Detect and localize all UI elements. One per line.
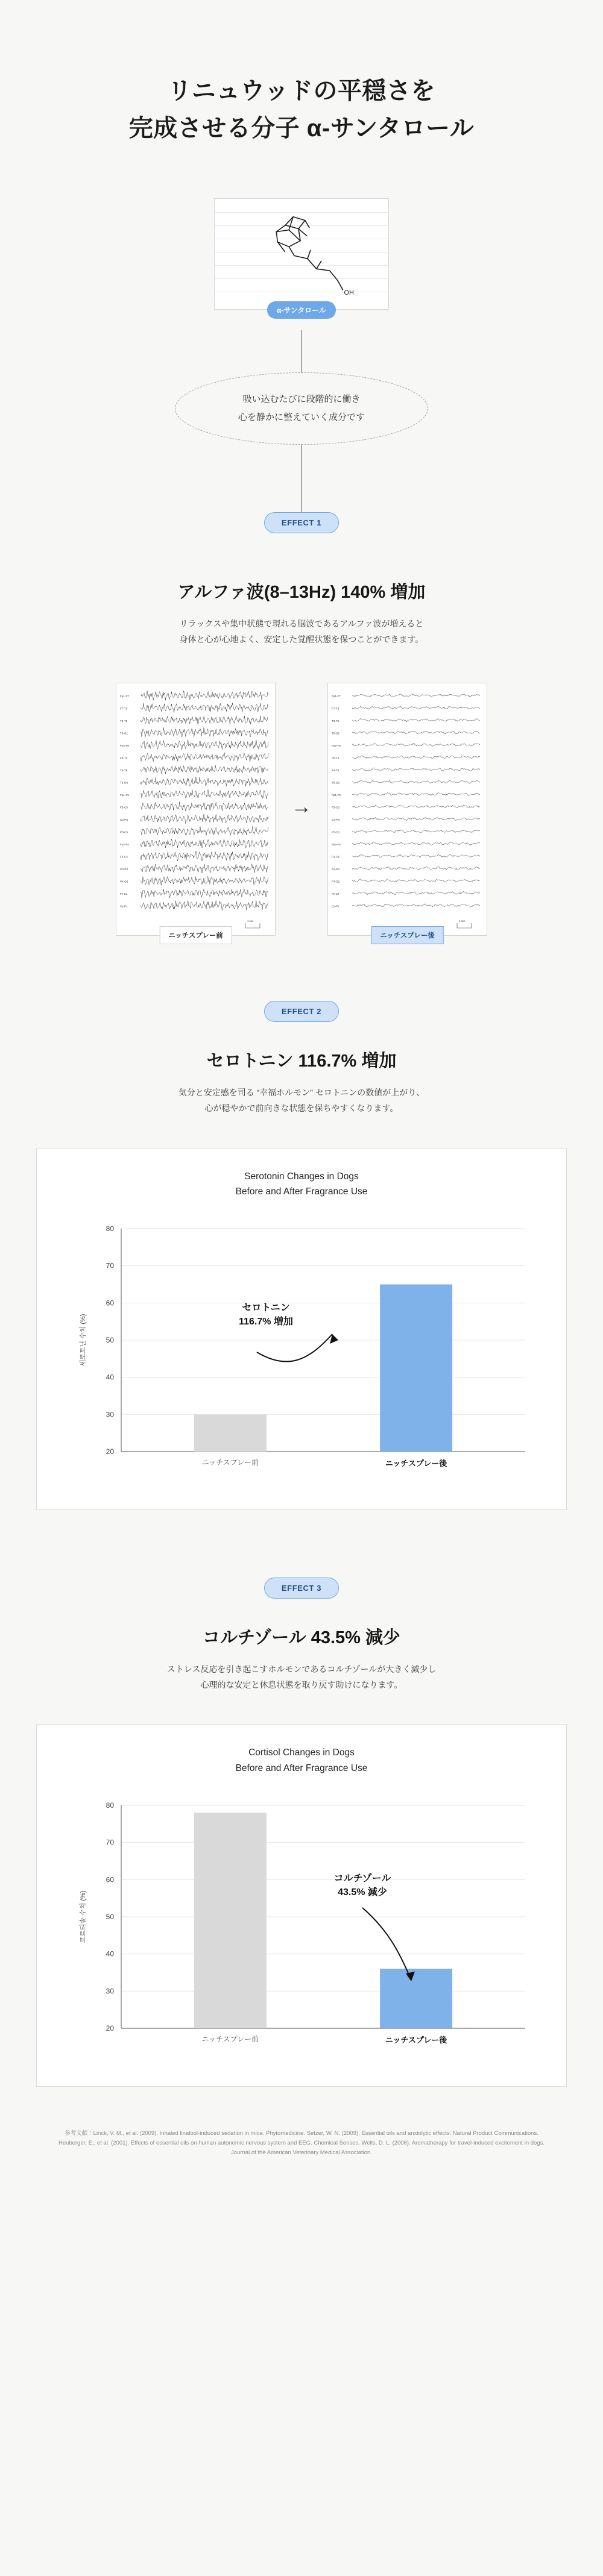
cortisol-chart-title-line-2: Before and After Fragrance Use [235, 1763, 368, 1774]
effect-1-heading-pct: 140% 増加 [341, 583, 426, 602]
svg-text:Fz-Cz: Fz-Cz [332, 892, 339, 895]
effect-1-body-line-2: 身体と心が心地よく、安定した覚醒状態を保つことができます。 [179, 634, 424, 644]
svg-text:Fp1-F3: Fp1-F3 [332, 793, 341, 797]
svg-text:50: 50 [106, 1912, 114, 1921]
cortisol-annotation-line-2: 43.5% 減少 [338, 1887, 387, 1898]
eeg-before-traces-icon [119, 687, 274, 934]
svg-text:T3-T5: T3-T5 [120, 719, 128, 722]
connector-section [0, 312, 603, 553]
svg-text:70: 70 [106, 1261, 114, 1270]
svg-text:80: 80 [106, 1800, 114, 1810]
serotonin-x-label-before: ニッチスプレー前 [201, 1458, 259, 1467]
eeg-arrow-icon: → [291, 795, 312, 818]
svg-text:30: 30 [106, 1986, 114, 1995]
serotonin-chart-title-line-1: Serotonin Changes in Dogs [244, 1171, 359, 1182]
svg-text:T5-O1: T5-O1 [120, 732, 128, 735]
svg-text:C3-P3: C3-P3 [332, 818, 340, 821]
svg-text:F3-C3: F3-C3 [332, 806, 339, 809]
cortisol-x-label-before: ニッチスプレー前 [201, 2034, 259, 2043]
svg-text:세로토닌 수치 (%): 세로토닌 수치 (%) [80, 1314, 87, 1367]
svg-text:Fp1-F7: Fp1-F7 [332, 694, 341, 698]
effect-3-body [0, 1662, 603, 1693]
serotonin-chart-area [49, 1211, 555, 1494]
svg-text:Cz-Pz: Cz-Pz [332, 904, 339, 908]
eeg-card-before [116, 683, 276, 939]
effect-2-heading [0, 1047, 603, 1072]
effect-1-heading-main: アルファ波(8–13Hz) [177, 583, 341, 602]
cortisol-annotation [290, 1872, 435, 1899]
svg-text:F7-T3: F7-T3 [332, 707, 339, 710]
eeg-comparison [0, 683, 603, 939]
svg-text:P3-O1: P3-O1 [332, 830, 340, 834]
svg-text:Fz-Cz: Fz-Cz [120, 892, 128, 895]
effect-1-heading [0, 578, 603, 603]
eeg-after-traces-icon [330, 687, 485, 934]
svg-text:OH: OH [344, 289, 354, 296]
svg-text:F7-T3: F7-T3 [120, 707, 128, 710]
eeg-after-label: ニッチスプレー後 [371, 926, 444, 944]
cortisol-chart-area [49, 1787, 555, 2070]
svg-text:C4-P4: C4-P4 [332, 867, 340, 871]
eeg-before-label: ニッチスプレー前 [159, 926, 232, 944]
effect-2-heading-main: セロトニン [206, 1051, 298, 1071]
effect-2-body-line-1: 気分と安定感を司る “幸福ホルモン” セロトニンの数値が上がり、 [178, 1087, 425, 1097]
eeg-card-after [327, 683, 487, 939]
serotonin-chart-title-line-2: Before and After Fragrance Use [235, 1186, 368, 1197]
svg-text:30: 30 [106, 1410, 114, 1419]
svg-text:T4-T6: T4-T6 [120, 768, 128, 772]
svg-text:50: 50 [106, 1335, 114, 1344]
svg-text:T6-O2: T6-O2 [332, 781, 340, 785]
svg-text:F3-C3: F3-C3 [120, 806, 128, 809]
effect-2-pill: EFFECT 2 [264, 1001, 339, 1022]
cortisol-bar-chart [49, 1787, 555, 2070]
effect-2-body-line-2: 心が穏やかで前向きな状態を保ちやすくなります。 [204, 1103, 399, 1113]
svg-text:Fp2-F4: Fp2-F4 [332, 842, 341, 846]
svg-text:80: 80 [106, 1224, 114, 1233]
effect-3-heading-main: コルチゾール [202, 1628, 311, 1647]
svg-text:T4-T6: T4-T6 [332, 768, 339, 772]
svg-text:Fp2-F8: Fp2-F8 [120, 744, 129, 747]
effect-1-body-line-1: リラックスや集中状態で現れる脳波であるアルファ波が増えると [179, 619, 424, 628]
effect-2-body [0, 1085, 603, 1117]
svg-text:1 sec: 1 sec [247, 919, 254, 923]
bubble-line-1: 吸い込むたびに段階的に働き [242, 393, 361, 404]
serotonin-annotation-line-1: セロトニン [242, 1302, 290, 1313]
effect-3-heading-pct: 43.5% 減少 [311, 1628, 401, 1647]
effect-3-body-line-1: ストレス反応を引き起こすホルモンであるコルチゾールが大きく減少し [166, 1664, 437, 1674]
svg-text:P4-O2: P4-O2 [120, 880, 128, 883]
explanation-bubble [175, 372, 428, 445]
svg-text:F8-T4: F8-T4 [120, 756, 128, 760]
svg-text:코르티솔 수치 (%): 코르티솔 수치 (%) [80, 1890, 87, 1943]
molecule-badge: α-サンタロール [267, 301, 336, 319]
serotonin-annotation-line-2: 116.7% 増加 [239, 1316, 293, 1327]
svg-text:60: 60 [106, 1299, 114, 1308]
effect-3-heading [0, 1624, 603, 1649]
svg-text:60: 60 [106, 1875, 114, 1884]
cortisol-annotation-line-1: コルチゾール [333, 1873, 391, 1884]
svg-text:40: 40 [106, 1373, 114, 1382]
svg-text:20: 20 [106, 2023, 114, 2032]
page-title-line-1: リニュウッドの平穏さを [168, 78, 435, 104]
page-title [0, 0, 603, 147]
effect-1-body [0, 616, 603, 648]
svg-text:Fp1-F7: Fp1-F7 [120, 694, 129, 698]
molecule-section [0, 198, 603, 315]
svg-text:20: 20 [106, 1447, 114, 1456]
cortisol-chart-title-line-1: Cortisol Changes in Dogs [248, 1747, 355, 1758]
footnote: 参考文献：Linck, V. M., et al. (2009). Inhaled linalool-induced sedation in mice. Phytomedicine. Setzer, W. N. (2009). Essential oils and anxiolytic effects. Natural Product Communications. Heuberger, E., et al. (2001). Effects of essential oils on human autonomic nervous system and EEG. Chemical Senses. Wells, D. L. (2006). Aromatherapy for travel-induced excitement in dogs. Journal of the American Veterinary Medical Association. [58, 2129, 545, 2156]
svg-text:40: 40 [106, 1949, 114, 1958]
effect-2-heading-pct: 116.7% 増加 [298, 1051, 397, 1071]
serotonin-annotation [194, 1301, 338, 1329]
svg-text:Fp2-F4: Fp2-F4 [120, 842, 129, 846]
svg-text:Fp2-F8: Fp2-F8 [332, 744, 341, 747]
svg-text:T3-T5: T3-T5 [332, 719, 339, 722]
serotonin-x-label-after: ニッチスプレー後 [385, 1458, 447, 1468]
svg-text:P3-O1: P3-O1 [120, 830, 128, 834]
svg-text:C3-P3: C3-P3 [120, 818, 128, 821]
cortisol-x-label-after: ニッチスプレー後 [385, 2035, 447, 2045]
molecule-card [214, 198, 389, 315]
serotonin-bar-chart [49, 1211, 555, 1494]
svg-text:F8-T4: F8-T4 [332, 756, 339, 760]
svg-text:Fp1-F3: Fp1-F3 [120, 793, 129, 797]
svg-text:Cz-Pz: Cz-Pz [120, 904, 128, 908]
serotonin-chart-card [36, 1148, 567, 1510]
page-title-line-2: 完成させる分子 α-サンタロール [128, 115, 475, 142]
alpha-santalol-structure-icon [215, 199, 388, 310]
cortisol-chart-card [36, 1724, 567, 2086]
effect-3-body-line-2: 心理的な安定と休息状態を取り戻す助けになります。 [200, 1679, 403, 1690]
cortisol-chart-title [49, 1745, 554, 1776]
svg-text:70: 70 [106, 1838, 114, 1847]
svg-text:C4-P4: C4-P4 [120, 867, 128, 871]
svg-text:T6-O2: T6-O2 [120, 781, 128, 785]
bubble-line-2: 心を静かに整えていく成分です [238, 412, 365, 422]
svg-text:F4-C4: F4-C4 [332, 855, 339, 859]
svg-text:T5-O1: T5-O1 [332, 732, 340, 735]
svg-text:F4-C4: F4-C4 [120, 855, 128, 859]
effect-1-pill: EFFECT 1 [264, 512, 339, 533]
svg-text:P4-O2: P4-O2 [332, 880, 340, 883]
svg-text:1 sec: 1 sec [459, 919, 466, 923]
serotonin-chart-title [49, 1169, 554, 1200]
effect-3-pill: EFFECT 3 [264, 1578, 339, 1599]
